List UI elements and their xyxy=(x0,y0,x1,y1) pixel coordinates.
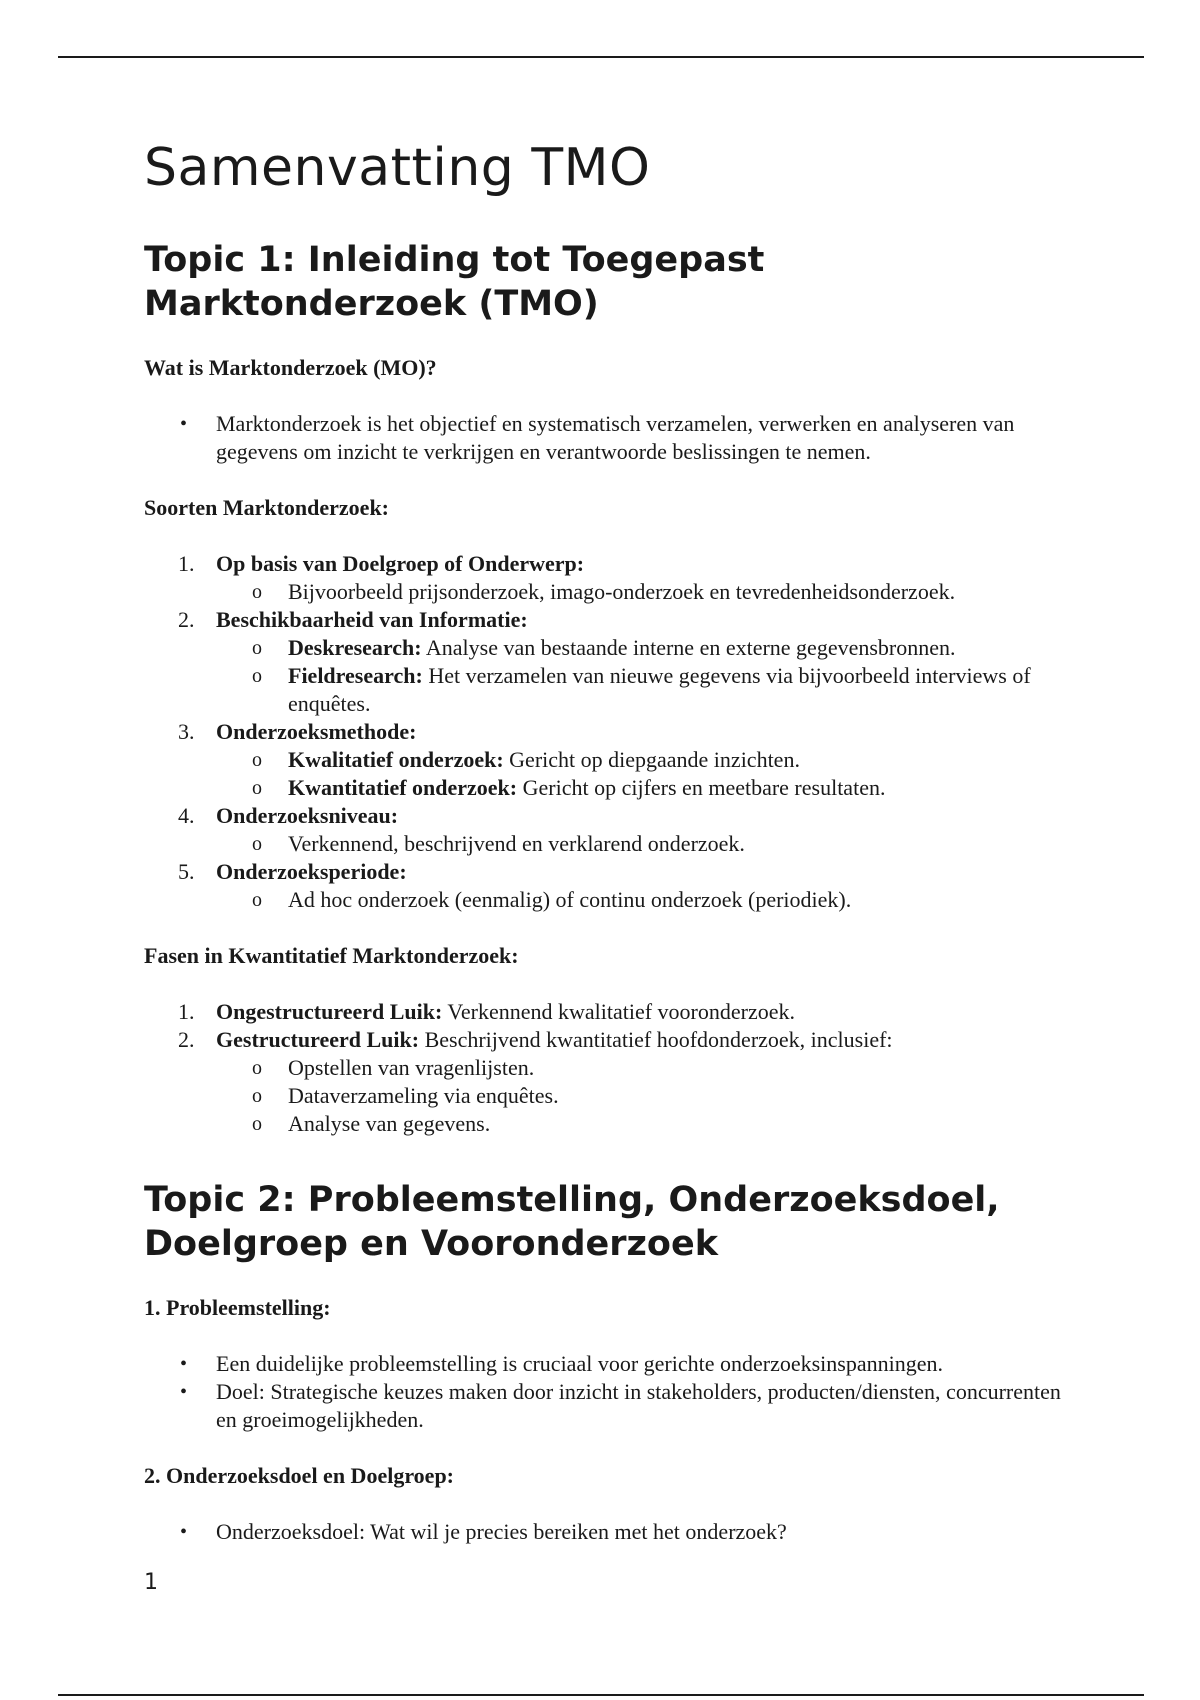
list-number: 2. xyxy=(178,607,195,632)
topic-1-heading-line2: Marktonderzoek (TMO) xyxy=(144,284,599,324)
sub-list xyxy=(216,578,1084,606)
sub-bullet-icon: o xyxy=(252,581,262,603)
sub-item-text: Gericht op diepgaande inzichten. xyxy=(503,747,800,772)
list-item-text: Een duidelijke probleemstelling is cruciaal voor gerichte onderzoeksinspanningen. xyxy=(216,1351,943,1376)
list-item-label: Ongestructureerd Luik: xyxy=(216,999,443,1024)
sub-item-text: Analyse van bestaande interne en externe gegevensbronnen. xyxy=(421,635,956,660)
topic-2-heading xyxy=(144,1178,1084,1266)
sub-list-item xyxy=(216,662,1084,718)
list-item xyxy=(144,410,1084,466)
sub-list-item xyxy=(216,774,1084,802)
header-rule xyxy=(58,56,1144,58)
sub-item-text: Ad hoc onderzoek (eenmalig) of continu onderzoek (periodiek). xyxy=(288,887,852,912)
topic-2-heading-line1: Topic 2: Probleemstelling, Onderzoeksdoel, xyxy=(144,1180,1000,1220)
sub-list-item xyxy=(216,1054,1084,1082)
sub-list xyxy=(216,830,1084,858)
list-number: 3. xyxy=(178,719,195,744)
list-item-label: Onderzoeksniveau: xyxy=(216,803,399,828)
list-item-text: Beschrijvend kwantitatief hoofdonderzoek, inclusief: xyxy=(419,1027,893,1052)
list-item xyxy=(144,718,1084,802)
sub-item-text: Dataverzameling via enquêtes. xyxy=(288,1083,559,1108)
onderzoeksdoel-heading: 2. Onderzoeksdoel en Doelgroep: xyxy=(144,1463,455,1488)
list-item-label: Onderzoeksmethode: xyxy=(216,719,417,744)
sub-item-bold: Fieldresearch: xyxy=(288,663,423,688)
sub-list xyxy=(216,634,1084,718)
list-item xyxy=(144,606,1084,718)
sub-list-item xyxy=(216,886,1084,914)
sub-bullet-icon: o xyxy=(252,665,262,687)
sub-list-item xyxy=(216,634,1084,662)
sub-item-bold: Kwalitatief onderzoek: xyxy=(288,747,504,772)
sub-list-item xyxy=(216,830,1084,858)
bullet-icon: • xyxy=(180,413,188,435)
list-number: 1. xyxy=(178,551,195,576)
bullet-icon: • xyxy=(180,1381,188,1403)
sub-item-text: Verkennend, beschrijvend en verklarend onderzoek. xyxy=(288,831,745,856)
list-item xyxy=(144,550,1084,606)
probleemstelling-list xyxy=(144,1350,1084,1434)
footer-rule xyxy=(58,1694,1144,1696)
soorten-heading: Soorten Marktonderzoek: xyxy=(144,495,390,520)
sub-list-item xyxy=(216,578,1084,606)
sub-list-item xyxy=(216,1110,1084,1138)
mo-question-heading: Wat is Marktonderzoek (MO)? xyxy=(144,355,437,380)
list-item-text: Verkennend kwalitatief vooronderzoek. xyxy=(442,999,795,1024)
fasen-list xyxy=(144,998,1084,1138)
document-body xyxy=(144,138,1084,1574)
bullet-icon: • xyxy=(180,1521,188,1543)
probleemstelling-heading: 1. Probleemstelling: xyxy=(144,1295,331,1320)
sub-item-bold: Deskresearch: xyxy=(288,635,422,660)
sub-bullet-icon: o xyxy=(252,637,262,659)
sub-item-text: Het verzamelen van nieuwe gegevens via bijvoorbeeld interviews of enquêtes. xyxy=(288,663,1031,716)
list-item-label: Beschikbaarheid van Informatie: xyxy=(216,607,528,632)
sub-bullet-icon: o xyxy=(252,889,262,911)
onderzoeksdoel-list xyxy=(144,1518,1084,1546)
list-item xyxy=(144,1026,1084,1138)
sub-list xyxy=(216,1054,1084,1138)
topic-1-heading-line1: Topic 1: Inleiding tot Toegepast xyxy=(144,240,765,280)
list-item-text: Onderzoeksdoel: Wat wil je precies bereiken met het onderzoek? xyxy=(216,1519,787,1544)
sub-list-item xyxy=(216,1082,1084,1110)
document-title: Samenvatting TMO xyxy=(144,138,651,198)
sub-bullet-icon: o xyxy=(252,833,262,855)
sub-item-text: Bijvoorbeeld prijsonderzoek, imago-onderzoek en tevredenheidsonderzoek. xyxy=(288,579,956,604)
sub-bullet-icon: o xyxy=(252,749,262,771)
sub-item-bold: Kwantitatief onderzoek: xyxy=(288,775,518,800)
list-item-label: Gestructureerd Luik: xyxy=(216,1027,420,1052)
list-item xyxy=(144,1378,1084,1434)
sub-bullet-icon: o xyxy=(252,777,262,799)
sub-bullet-icon: o xyxy=(252,1057,262,1079)
list-item xyxy=(144,858,1084,914)
bullet-icon: • xyxy=(180,1353,188,1375)
list-item xyxy=(144,1518,1084,1546)
sub-list-item xyxy=(216,746,1084,774)
list-number: 2. xyxy=(178,1027,195,1052)
mo-definition-list xyxy=(144,410,1084,466)
sub-item-text: Analyse van gegevens. xyxy=(288,1111,491,1136)
sub-item-text: Opstellen van vragenlijsten. xyxy=(288,1055,535,1080)
sub-item-text: Gericht op cijfers en meetbare resultaten. xyxy=(517,775,886,800)
list-item xyxy=(144,998,1084,1026)
sub-bullet-icon: o xyxy=(252,1085,262,1107)
sub-bullet-icon: o xyxy=(252,1113,262,1135)
page-number: 1 xyxy=(144,1570,158,1595)
soorten-list xyxy=(144,550,1084,914)
topic-1-heading xyxy=(144,238,1084,326)
list-item-text: Doel: Strategische keuzes maken door inzicht in stakeholders, producten/diensten, concurrenten en groeimogelijkheden. xyxy=(216,1379,1061,1432)
sub-list xyxy=(216,746,1084,802)
list-item-label: Onderzoeksperiode: xyxy=(216,859,407,884)
list-number: 5. xyxy=(178,859,195,884)
fasen-heading: Fasen in Kwantitatief Marktonderzoek: xyxy=(144,943,519,968)
list-number: 1. xyxy=(178,999,195,1024)
list-item-label: Op basis van Doelgroep of Onderwerp: xyxy=(216,551,585,576)
definition-text: Marktonderzoek is het objectief en systematisch verzamelen, verwerken en analyseren van gegevens om inzicht te verkrijgen en verantwoorde beslissingen te nemen. xyxy=(216,411,1015,464)
list-item xyxy=(144,1350,1084,1378)
sub-list xyxy=(216,886,1084,914)
topic-2-heading-line2: Doelgroep en Vooronderzoek xyxy=(144,1224,718,1264)
list-number: 4. xyxy=(178,803,195,828)
list-item xyxy=(144,802,1084,858)
